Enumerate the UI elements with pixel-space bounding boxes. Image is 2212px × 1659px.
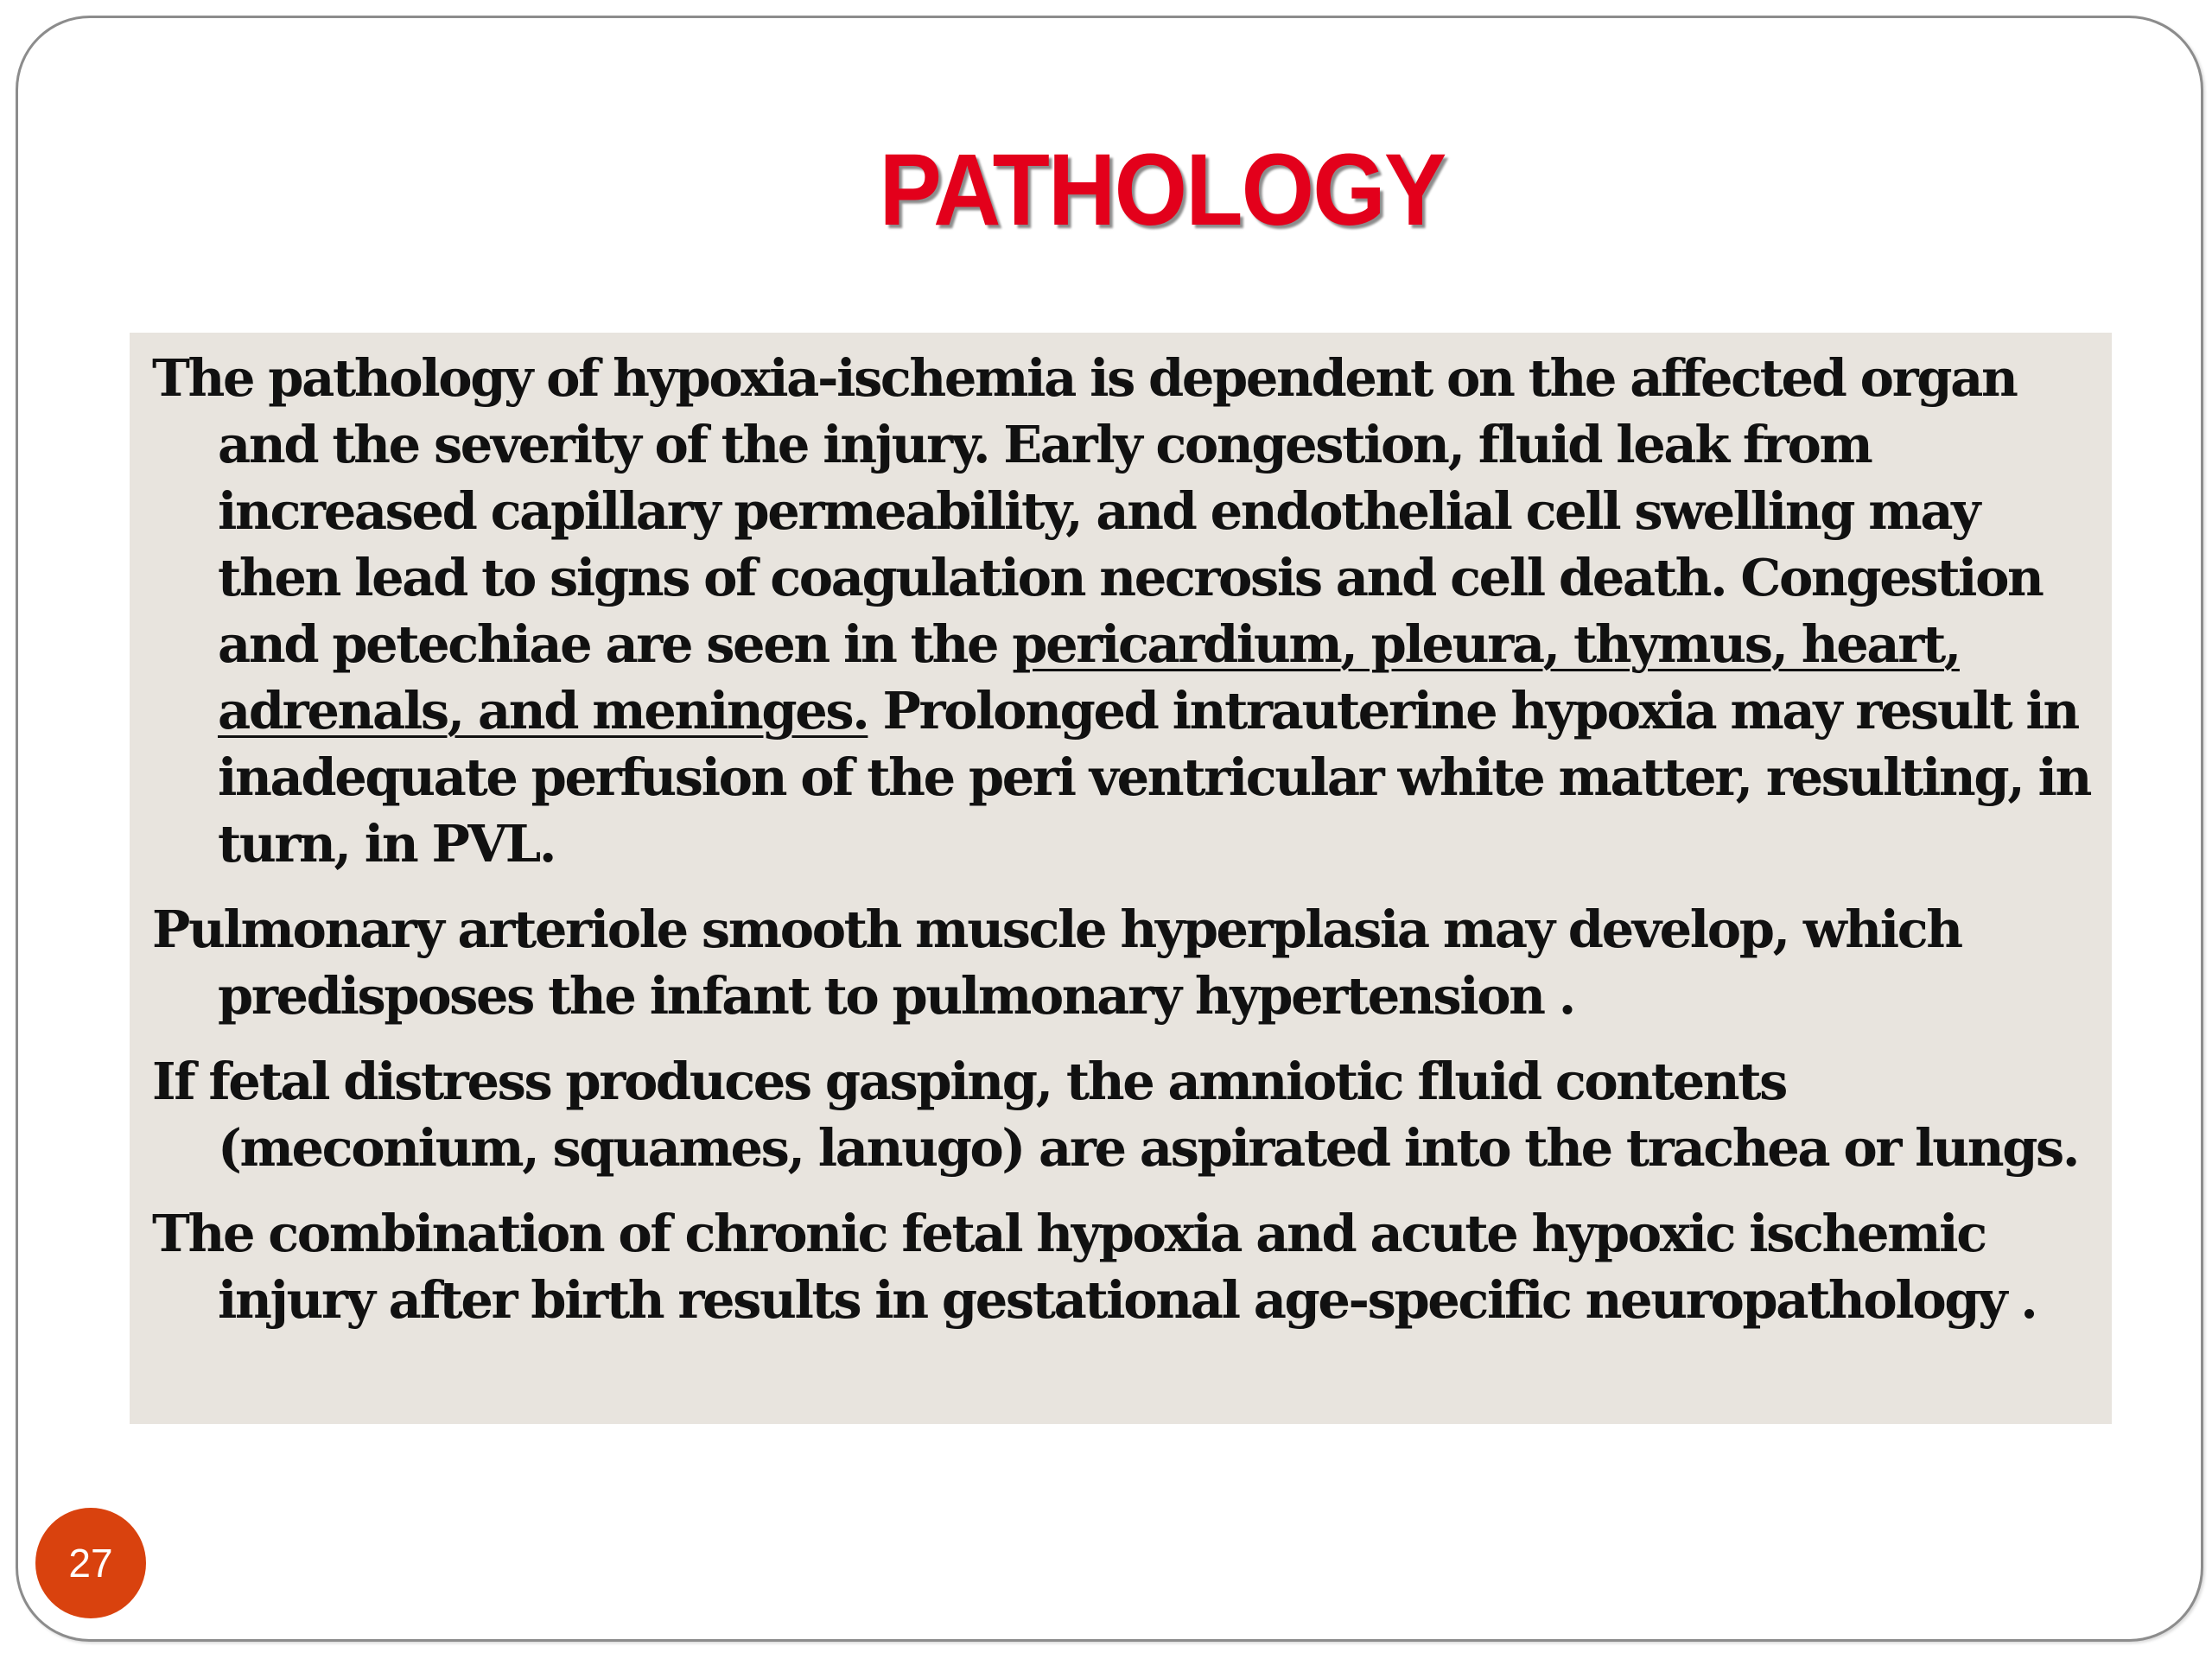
paragraph-text: Prolonged intrauterine hypoxia may result in inadequate perfusion of the peri ventricular white matter, resulting, in turn, in PVL. [218, 681, 2091, 874]
paragraph-pulmonary: Pulmonary arteriole smooth muscle hyperplasia may develop, which predisposes the infant to pulmonary hypertension . [152, 899, 1961, 1026]
paragraph-combination: The combination of chronic fetal hypoxia and acute hypoxic ischemic injury after birth results in gestational age-specific neuropathology . [152, 1204, 2037, 1330]
paragraph-fetal-distress: If fetal distress produces gasping, the amniotic fluid contents (meconium, squames, lanugo) are aspirated into the trachea or lungs. [152, 1052, 2078, 1178]
paragraph-pathology [152, 345, 2094, 877]
underlined-organs: pericardium, pleura, thymus, heart, adrenals, and meninges. [218, 614, 1960, 741]
page-number-badge: 27 [35, 1508, 146, 1618]
paragraph-text: The pathology of hypoxia-ischemia is dependent on the affected organ and the severity of the injury. Early congestion, fluid leak from increased capillary permeability, and endothelial cell swelling may then lead to signs of coagulation necrosis and cell death. Congestion and petechiae are seen in the [152, 348, 2043, 674]
slide-title: PATHOLOGY [879, 133, 1446, 247]
content-box [130, 333, 2112, 1424]
